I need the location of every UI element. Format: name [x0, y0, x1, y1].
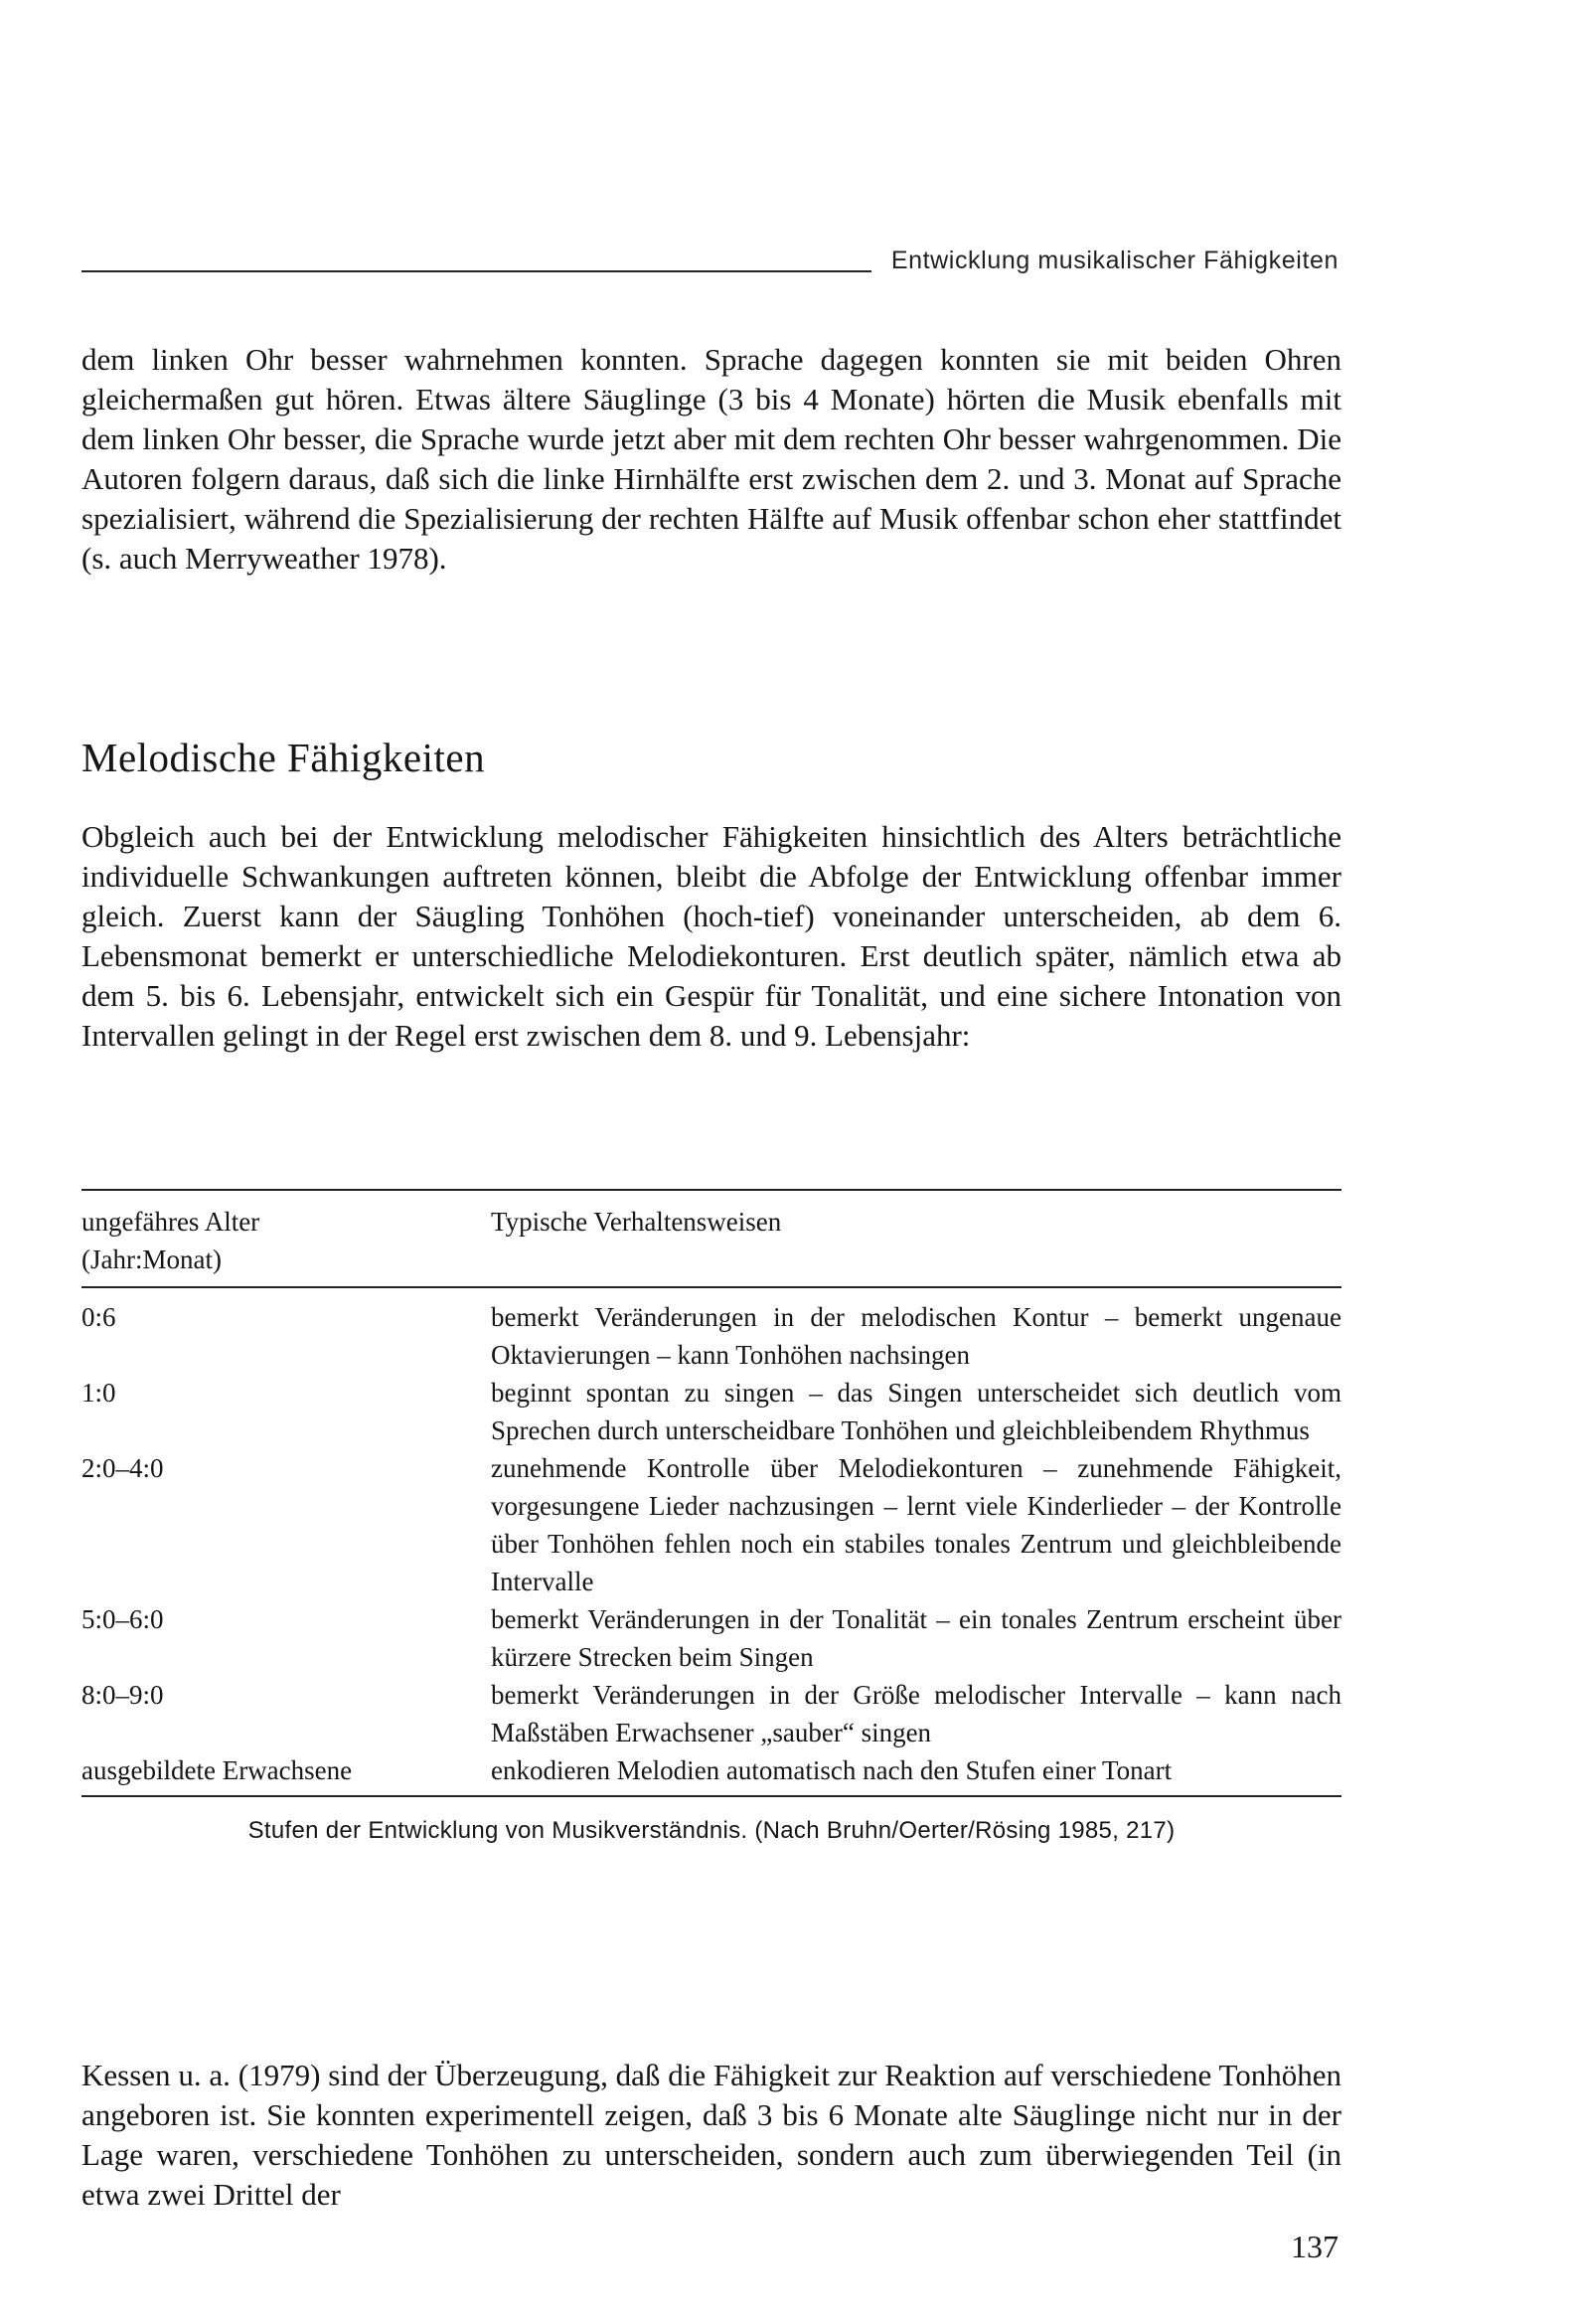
age-cell: 0:6	[81, 1302, 116, 1332]
behavior-cell: bemerkt Veränderungen in der melodischen Kontur – bemerkt ungenaue Oktavierungen – kann Tonhöhen nachsingen	[491, 1302, 1341, 1370]
running-title: Entwicklung musikalischer Fähigkeiten	[890, 247, 1339, 274]
age-cell: 1:0	[81, 1378, 116, 1408]
development-stages-table	[81, 1191, 1341, 1795]
section-paragraph: Obgleich auch bei der Entwicklung melodischer Fähigkeiten hinsichtlich des Alters beträchtliche individuelle Schwankungen auftreten können, bleibt die Abfolge der Entwicklung offenbar immer gleich. Zuerst kann der Säugling Tonhöhen (hoch-tief) voneinander unterscheiden, ab dem 6. Lebensmonat bemerkt er unterschiedliche Melodiekonturen. Erst deutlich später, nämlich etwa ab dem 5. bis 6. Lebensjahr, entwickelt sich ein Gespür für Tonalität, und eine sichere Intonation von Intervallen gelingt in der Regel erst zwischen dem 8. und 9. Lebensjahr:	[81, 819, 1341, 1053]
section-heading: Melodische Fähigkeiten	[81, 735, 486, 780]
behavior-cell: enkodieren Melodien automatisch nach den Stufen einer Tonart	[491, 1755, 1173, 1785]
header-age	[81, 1191, 491, 1287]
header-behavior: Typische Verhaltensweisen	[491, 1207, 782, 1237]
table-row	[81, 1676, 1341, 1751]
table-header-row	[81, 1191, 1341, 1287]
intro-paragraph: dem linken Ohr besser wahrnehmen konnten. Sprache dagegen konnten sie mit beiden Ohren gleichermaßen gut hören. Etwas ältere Säuglinge (3 bis 4 Monate) hörten die Musik ebenfalls mit dem linken Ohr besser, die Sprache wurde jetzt aber mit dem rechten Ohr besser wahrgenommen. Die Autoren folgern daraus, daß sich die linke Hirnhälfte erst zwischen dem 2. und 3. Monat auf Sprache spezialisiert, während die Spezialisierung der rechten Hälfte auf Musik offenbar schon eher stattfindet (s. auch Merryweather 1978).	[81, 342, 1341, 576]
behavior-cell: zunehmende Kontrolle über Melodiekonturen – zunehmende Fähigkeit, vorgesungene Lieder nachzusingen – lernt viele Kinderlieder – der Kontrolle über Tonhöhen fehlen noch ein stabiles tonales Zentrum und gleichbleibende Intervalle	[491, 1453, 1341, 1596]
header-age-line1: ungefähres Alter	[81, 1207, 260, 1237]
age-cell: 5:0–6:0	[81, 1604, 164, 1634]
development-table-block	[81, 1189, 1341, 1845]
table-row	[81, 1449, 1341, 1600]
behavior-cell: beginnt spontan zu singen – das Singen unterscheidet sich deutlich vom Sprechen durch unterscheidbare Tonhöhen und gleichbleibendem Rhythmus	[491, 1378, 1341, 1445]
table-row	[81, 1600, 1341, 1676]
age-cell: ausgebildete Erwachsene	[81, 1755, 353, 1785]
age-cell: 2:0–4:0	[81, 1453, 164, 1483]
table-row	[81, 1751, 1341, 1795]
header-rule	[81, 270, 871, 272]
behavior-cell: bemerkt Veränderungen in der Größe melodischer Intervalle – kann nach Maßstäben Erwachsener „sauber“ singen	[491, 1680, 1341, 1747]
page-number: 137	[1291, 2229, 1339, 2264]
behavior-cell: bemerkt Veränderungen in der Tonalität – ein tonales Zentrum erscheint über kürzere Strecken beim Singen	[491, 1604, 1341, 1672]
table-row	[81, 1374, 1341, 1449]
table-row	[81, 1287, 1341, 1374]
closing-paragraph: Kessen u. a. (1979) sind der Überzeugung, daß die Fähigkeit zur Reaktion auf verschiedene Tonhöhen angeboren ist. Sie konnten experimentell zeigen, daß 3 bis 6 Monate alte Säuglinge nicht nur in der Lage waren, verschiedene Tonhöhen zu unterscheiden, sondern auch zum überwiegenden Teil (in etwa zwei Drittel der	[81, 2058, 1341, 2212]
table-caption: Stufen der Entwicklung von Musikverständnis. (Nach Bruhn/Oerter/Rösing 1985, 217)	[247, 1817, 1176, 1844]
table-bottom-rule	[81, 1795, 1341, 1797]
running-head	[81, 245, 1339, 284]
age-cell: 8:0–9:0	[81, 1680, 164, 1710]
header-age-line2: (Jahr:Monat)	[81, 1245, 222, 1274]
